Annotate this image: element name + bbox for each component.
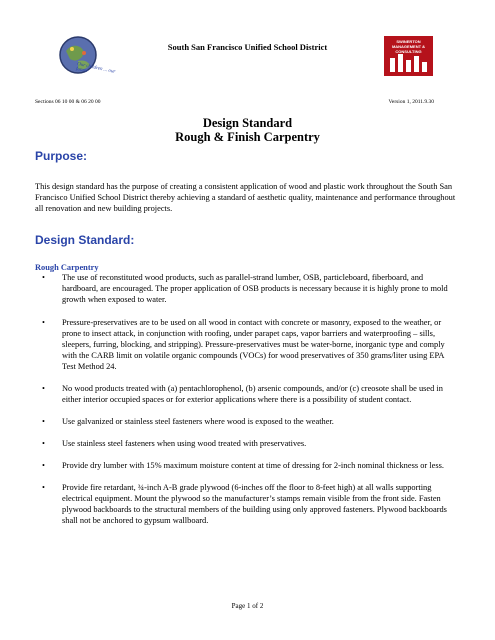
- logo-left-text: Our children ... our future: [75, 61, 116, 75]
- rough-carpentry-heading: Rough Carpentry: [35, 263, 99, 272]
- bullet-icon: •: [42, 483, 45, 492]
- list-item-text: No wood products treated with (a) pentachlorophenol, (b) arsenic compounds, and/or (c) creosote shall be used in either interior occupied spaces or for exterior applications where there is a possibility of student contact.: [62, 384, 443, 404]
- design-standard-heading: Design Standard:: [35, 233, 135, 247]
- purpose-heading: Purpose:: [35, 149, 88, 163]
- list-item: [35, 317, 459, 372]
- list-item: [35, 438, 459, 449]
- rough-carpentry-list: [35, 272, 459, 526]
- list-item: [35, 460, 459, 471]
- document-title: [0, 116, 495, 144]
- list-item: [35, 272, 459, 305]
- bullet-icon: •: [42, 417, 45, 426]
- list-item-text: Use galvanized or stainless steel fasteners where wood is exposed to the weather.: [62, 417, 334, 426]
- list-item: [35, 416, 459, 427]
- list-item-text: Use stainless steel fasteners when using wood treated with preservatives.: [62, 439, 307, 448]
- logo-right-text: SWINERTON MANAGEMENT & CONSULTING: [391, 39, 426, 54]
- bullet-icon: •: [42, 439, 45, 448]
- title-line-2: Rough & Finish Carpentry: [175, 130, 320, 144]
- purpose-text: This design standard has the purpose of creating a consistent application of wood and plastic work throughout the South San Francisco Unified School District thereby achieving a standard of aesthetic quality, maintenance and performance throughout all renovation and new building projects.: [35, 182, 456, 213]
- page-number: Page 1 of 2: [231, 602, 264, 610]
- swinerton-logo: [384, 36, 433, 76]
- district-logo: [56, 33, 126, 83]
- version-label: Version 1, 2011.9.30: [388, 99, 434, 105]
- bullet-icon: •: [42, 384, 45, 393]
- bullet-icon: •: [42, 461, 45, 470]
- bullet-icon: •: [42, 318, 45, 327]
- list-item: [35, 383, 459, 405]
- list-item-text: Provide fire retardant, ¾-inch A-B grade plywood (6-inches off the floor to 8-feet high) at all walls supporting electrical equipment. Mount the plywood so the manufacturer’s stamps remain visible from the front side. Fasten plywood backboards to the structural members of the building using only approved fasteners. Plywood backboards shall not be anchored to gypsum wallboard.: [62, 483, 447, 525]
- title-line-1: Design Standard: [202, 116, 293, 130]
- list-item-text: The use of reconstituted wood products, such as parallel-strand lumber, OSB, particleboard, fiberboard, and hardboard, are encouraged. The proper application of OSB products is necessary because it is highly prone to mold growth when exposed to water.: [62, 273, 448, 304]
- district-name: South San Francisco Unified School District: [167, 42, 328, 52]
- bullet-icon: •: [42, 273, 45, 282]
- list-item-text: Pressure-preservatives are to be used on all wood in contact with concrete or masonry, exposed to the weather, or prone to insect attack, in conjunction with roofing, under parapet caps, vapor barriers and waterproofing – sills, sleepers, furring, blocking, and stripping). Pressure-preservatives must be water-borne, inorganic type and comply with the CARB limit on volatile organic compounds (VOCs) for wood preservatives of 350 grams/liter using EPA Test Method 24.: [62, 318, 445, 371]
- sections-label: Sections 06 10 00 & 06 20 00: [35, 99, 101, 105]
- list-item: [35, 482, 459, 526]
- list-item-text: Provide dry lumber with 15% maximum moisture content at time of dressing for 2-inch nominal thickness or less.: [62, 461, 444, 470]
